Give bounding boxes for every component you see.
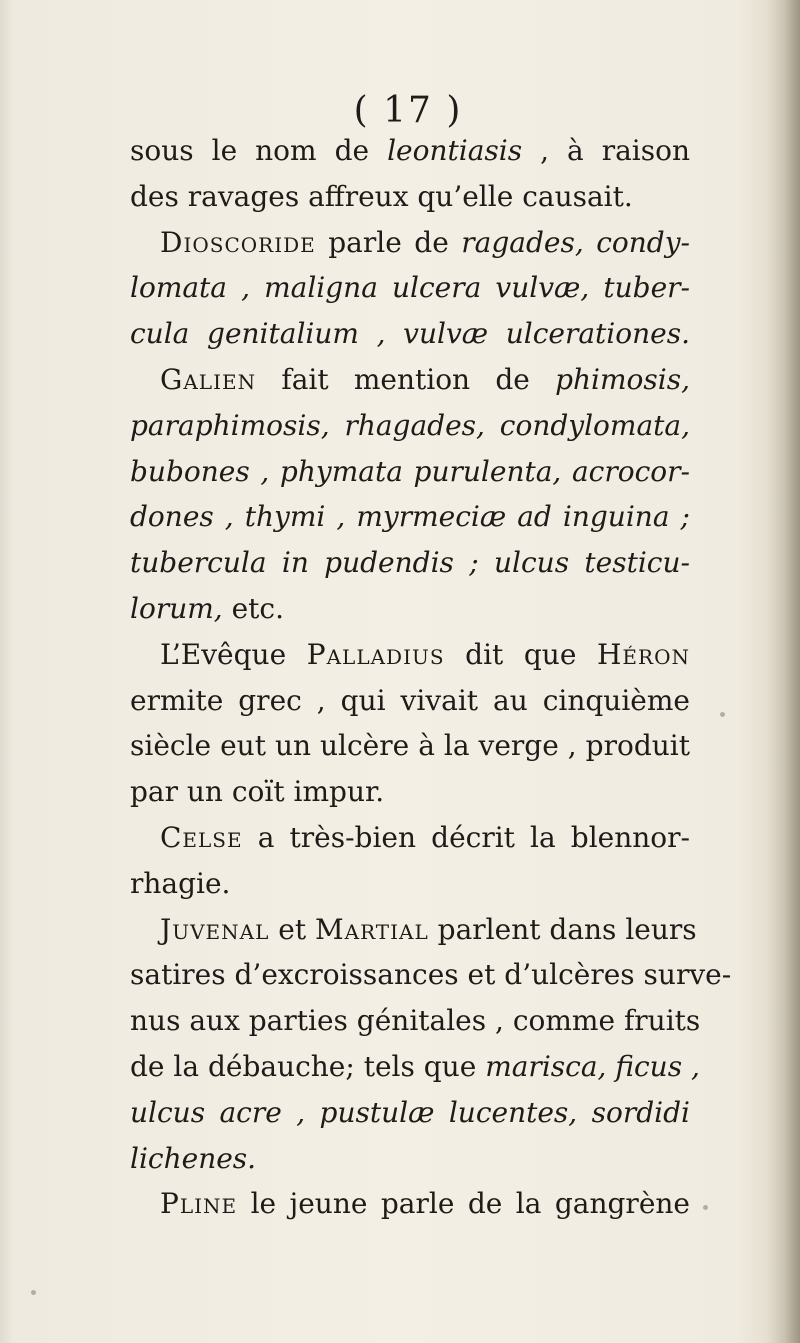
author-name: Héron (597, 637, 690, 671)
text-line: ermite grec , qui vivait au cinquième (130, 683, 690, 717)
text-line: des ravages affreux qu’elle causait. (130, 179, 633, 213)
text-line: siècle eut un ulcère à la verge , produit (130, 729, 690, 763)
text-line: cula genitalium , vulvæ ulcerationes. (130, 317, 690, 351)
text-line: de la débauche; tels que marisca, ficus , (130, 1049, 700, 1083)
text-line: dones , thymi , myrmeciæ ad inguina ; (130, 500, 690, 534)
author-name: Martial (314, 912, 429, 946)
text-line: satires d’excroissances et d’ulcères surve- (130, 958, 732, 992)
author-name: Dioscoride (160, 225, 316, 259)
text-line: Dioscoride parle de ragades, condy- (160, 225, 690, 259)
body-text (130, 128, 732, 1227)
page-shadow-right (766, 0, 800, 1343)
author-name: Galien (160, 362, 257, 396)
author-name: Palladius (306, 637, 445, 671)
author-name: Pline (160, 1187, 238, 1221)
italic-term: leontiasis (387, 134, 523, 167)
italic-term: lorum, (130, 591, 223, 625)
text-line: lomata , maligna ulcera vulvæ, tuber- (130, 271, 690, 305)
text-line: paraphimosis, rhagades, condylomata, (130, 408, 690, 442)
text-line: Pline le jeune parle de la gangrène (160, 1187, 690, 1221)
page-number: ( 17 ) (353, 90, 463, 131)
italic-term: marisca, ficus , (485, 1049, 700, 1083)
text-line: nus aux parties génitales , comme fruits (130, 1004, 701, 1038)
author-name: Juvenal (160, 912, 270, 946)
text-line: par un coït impur. (130, 775, 385, 809)
author-name: Celse (160, 820, 243, 854)
text-line: ulcus acre , pustulæ lucentes, sordidi (130, 1095, 690, 1129)
text-line: lorum, etc. (130, 591, 284, 625)
paper-speck (31, 1290, 36, 1295)
paper-speck (720, 712, 725, 717)
text-line: rhagie. (130, 866, 231, 900)
italic-term: ragades, condy- (461, 225, 690, 259)
text-line: bubones , phymata purulenta, acrocor- (130, 454, 690, 488)
text-line: Galien fait mention de phimosis, (160, 362, 690, 396)
paper-speck (703, 1205, 708, 1210)
text-line: L’Evêque Palladius dit que Héron (160, 637, 690, 671)
italic-term: phimosis, (555, 362, 690, 396)
text-line: sous le nom de leontiasis , à raison (130, 134, 690, 167)
text-line: Celse a très-bien décrit la blennor- (160, 820, 690, 854)
text-line: lichenes. (130, 1141, 257, 1175)
text-line: Juvenal et Martial parlent dans leurs (160, 912, 697, 946)
page-shadow-left (0, 0, 14, 1343)
text-line: tubercula in pudendis ; ulcus testicu- (130, 546, 690, 580)
